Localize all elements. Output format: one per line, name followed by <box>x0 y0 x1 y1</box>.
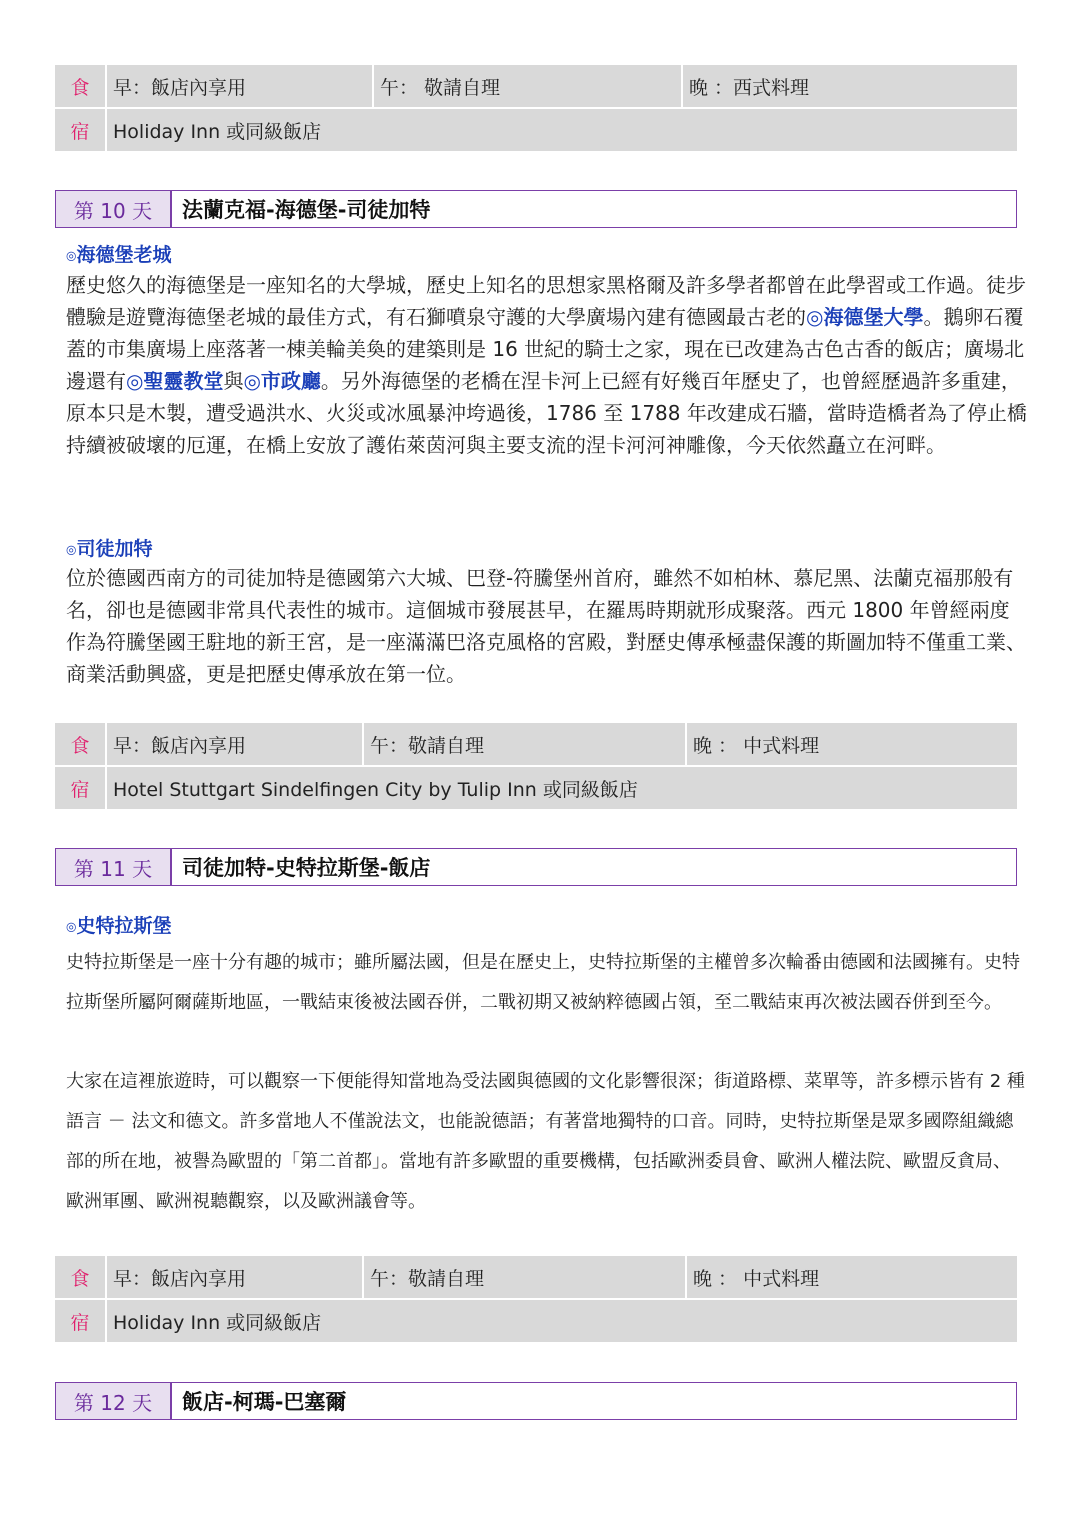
breakfast-cell: 早：飯店內享用 <box>106 723 363 766</box>
section-heidelberg-title <box>66 240 172 267</box>
day-10-header <box>55 190 1017 228</box>
meal-table-2 <box>55 723 1017 811</box>
highlight-university: ◎海德堡大學 <box>806 305 924 329</box>
section-title: 史特拉斯堡 <box>76 915 172 937</box>
day-12-header <box>55 1382 1017 1420</box>
stay-row <box>55 108 1017 152</box>
breakfast-cell: 早：飯店內享用 <box>106 65 373 108</box>
day-number: 第 11 天 <box>56 849 172 885</box>
meal-row <box>55 723 1017 766</box>
section-strasbourg-title <box>66 911 172 938</box>
stuttgart-paragraph: 位於德國西南方的司徒加特是德國第六大城、巴登-符騰堡州首府，雖然不如柏林、慕尼黑、法蘭克福那般有名，卻也是德國非常具代表性的城市。這個城市發展甚早，在羅馬時期就形成聚落。西元 1800 年曾經兩度作為符騰堡國王駐地的新王宮，是一座滿滿巴洛克風格的宮殿，對歷史傳承極盡保護的斯圖加特不僅重工業、商業活動興盛，更是把歷史傳承放在第一位。 <box>66 566 1026 686</box>
day-title: 法蘭克福-海德堡-司徒加特 <box>182 198 431 222</box>
dinner-cell: 晚 ： 中式料理 <box>686 1256 1017 1299</box>
highlight-townhall: ◎市政廳 <box>243 369 321 393</box>
day-number: 第 10 天 <box>56 191 172 227</box>
lunch-cell: 午：敬請自理 <box>363 1256 686 1299</box>
section-title: 海德堡老城 <box>76 244 172 266</box>
food-label: 食 <box>55 65 106 108</box>
stay-row <box>55 1299 1017 1343</box>
strasbourg-paragraph-2: 大家在這裡旅遊時，可以觀察一下便能得知當地為受法國與德國的文化影響很深；街道路標、菜單等，許多標示皆有 2 種語言 － 法文和德文。許多當地人不僅說法文，也能說德語；有著當地獨特的口音。同時，史特拉斯堡是眾多國際組織總部的所在地，被譽為歐盟的「第二首都」。當地有許多歐盟的重要機構，包括歐洲委員會、歐洲人權法院、歐盟反貪局、歐洲軍團、歐洲視聽觀察，以及歐洲議會等。 <box>66 1071 1025 1212</box>
highlight-church: ◎聖靈教堂 <box>126 369 224 393</box>
text-run: 與 <box>223 369 244 393</box>
bullet-icon: ◎ <box>66 542 77 557</box>
bullet-icon: ◎ <box>66 919 77 934</box>
food-label: 食 <box>55 1256 106 1299</box>
strasbourg-paragraph-1: 史特拉斯堡是一座十分有趣的城市；雖所屬法國，但是在歷史上，史特拉斯堡的主權曾多次輪番由德國和法國擁有。史特拉斯堡所屬阿爾薩斯地區，一戰結束後被法國吞併，二戰初期又被納粹德國占領，至二戰結束再次被法國吞併到至今。 <box>66 952 1020 1013</box>
day-title: 飯店-柯瑪-巴塞爾 <box>182 1390 347 1414</box>
day-number: 第 12 天 <box>56 1383 172 1419</box>
meal-row <box>55 65 1017 108</box>
section-stuttgart-title <box>66 534 153 561</box>
stay-label: 宿 <box>55 108 106 152</box>
breakfast-cell: 早：飯店內享用 <box>106 1256 363 1299</box>
dinner-cell: 晚 ：西式料理 <box>682 65 1017 108</box>
stay-row <box>55 766 1017 810</box>
day-11-header <box>55 848 1017 886</box>
bullet-icon: ◎ <box>66 248 77 263</box>
meal-table-3 <box>55 1256 1017 1344</box>
food-label: 食 <box>55 723 106 766</box>
text-run: 歷史悠久的海德堡是一座知名的大學城，歷史上知名的思想家黑格爾及許多學者都曾在此學習或工作過。徒步體驗是遊覽海德堡老城的最佳方式，有石獅噴泉守護的大學廣場內建有德國最古老的 <box>66 273 1026 329</box>
meal-table-1 <box>55 65 1017 153</box>
section-title: 司徒加特 <box>76 538 153 560</box>
text-run: 。另外海德堡的老橋在涅卡河上已經有好幾百年歷史了，也曾經歷過許多重建，原本只是木製，遭受過洪水、火災或冰風暴沖垮過後，1786 至 1788 年改建成石牆，當時造橋者為了停止橋持續被破壞的厄運，在橋上安放了護佑萊茵河與主要支流的涅卡河河神雕像，今天依然矗立在河畔。 <box>66 369 1027 457</box>
dinner-cell: 晚 ： 中式料理 <box>686 723 1017 766</box>
lunch-cell: 午： 敬請自理 <box>373 65 682 108</box>
hotel-cell: Holiday Inn 或同級飯店 <box>106 1299 1017 1343</box>
stay-label: 宿 <box>55 1299 106 1343</box>
day-title: 司徒加特-史特拉斯堡-飯店 <box>182 856 431 880</box>
meal-row <box>55 1256 1017 1299</box>
hotel-cell: Hotel Stuttgart Sindelfingen City by Tulip Inn 或同級飯店 <box>106 766 1017 810</box>
stay-label: 宿 <box>55 766 106 810</box>
hotel-cell: Holiday Inn 或同級飯店 <box>106 108 1017 152</box>
text-run: 。鵝卵石覆蓋的市集廣場上座落著一棟美輪美奐的建築則是 16 世紀的騎士之家，現在已改建為古色古香的飯店；廣場北邊還有 <box>66 305 1025 393</box>
lunch-cell: 午：敬請自理 <box>363 723 686 766</box>
heidelberg-paragraph <box>66 269 1028 461</box>
